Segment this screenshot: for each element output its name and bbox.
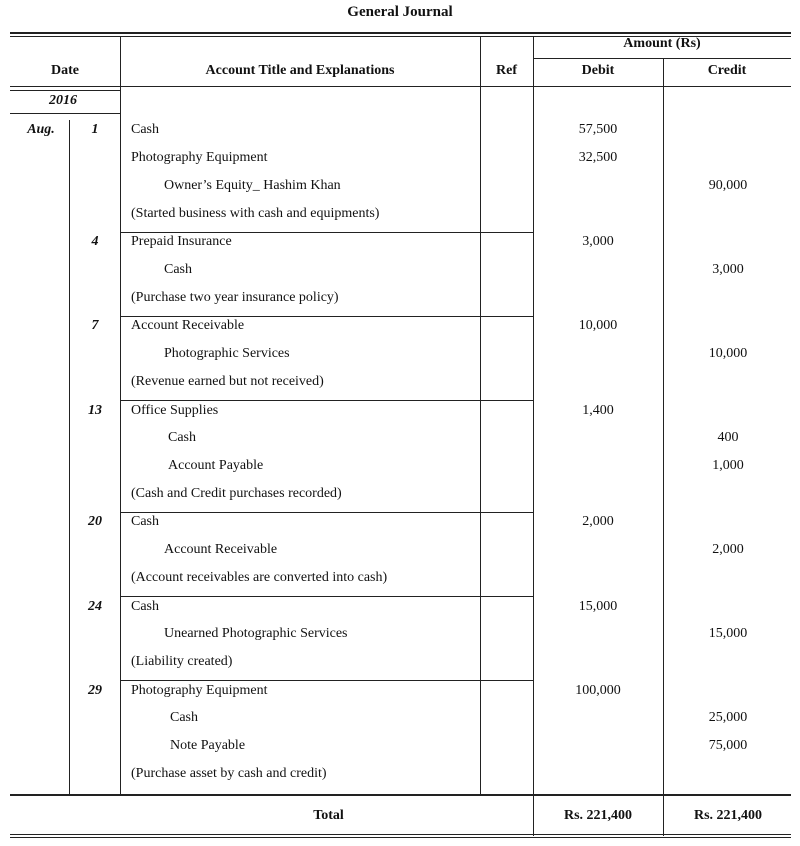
debit-amount: 3,000 — [582, 234, 614, 249]
credit-amount: 3,000 — [712, 262, 744, 277]
year-label: 2016 — [49, 93, 77, 108]
debit-amount: 10,000 — [578, 318, 618, 333]
entry-day: 4 — [91, 234, 99, 249]
top-rule — [10, 32, 791, 34]
entry-day: 24 — [88, 599, 102, 614]
total-rule-bottom-double — [10, 837, 791, 838]
account-line: Cash — [131, 599, 159, 614]
entry-explanation: (Liability created) — [131, 654, 233, 669]
debit-amount: 32,500 — [578, 150, 618, 165]
debit-amount: 2,000 — [582, 514, 614, 529]
entry-day: 13 — [88, 403, 102, 418]
credit-amount: 400 — [717, 430, 739, 445]
debit-amount: 1,400 — [582, 403, 614, 418]
account-line: Photography Equipment — [131, 683, 268, 698]
entry-day: 29 — [88, 683, 102, 698]
month-label: Aug. — [27, 122, 55, 137]
total-credit: Rs. 221,400 — [693, 808, 763, 823]
total-rule-bottom — [10, 834, 791, 835]
entry-day: 7 — [91, 318, 99, 333]
credit-amount: 15,000 — [708, 626, 748, 641]
entry-explanation: (Purchase asset by cash and credit) — [131, 766, 327, 781]
account-line: Account Payable — [168, 458, 264, 473]
account-line: Account Receivable — [131, 318, 245, 333]
header-rule — [10, 86, 791, 87]
credit-amount: 10,000 — [708, 346, 748, 361]
entry-explanation: (Cash and Credit purchases recorded) — [131, 486, 342, 501]
total-label: Total — [313, 808, 344, 823]
header-credit: Credit — [707, 63, 747, 78]
header-account: Account Title and Explanations — [205, 63, 395, 78]
entry-day: 20 — [88, 514, 102, 529]
header-debit: Debit — [581, 63, 615, 78]
debit-amount: 57,500 — [578, 122, 618, 137]
account-line: Photography Equipment — [131, 150, 268, 165]
total-rule-top — [10, 794, 791, 796]
year-rule-top — [10, 90, 120, 91]
entry-separator — [120, 512, 533, 513]
account-line: Cash — [131, 514, 159, 529]
account-line: Office Supplies — [131, 403, 219, 418]
account-line: Cash — [131, 122, 159, 137]
entry-explanation: (Purchase two year insurance policy) — [131, 290, 339, 305]
account-line: Owner’s Equity_ Hashim Khan — [164, 178, 341, 193]
entry-day: 1 — [91, 122, 99, 137]
year-rule-bottom — [10, 113, 120, 114]
journal-table — [10, 32, 791, 837]
total-debit: Rs. 221,400 — [563, 808, 633, 823]
credit-amount: 90,000 — [708, 178, 748, 193]
credit-amount: 1,000 — [712, 458, 744, 473]
journal-title: General Journal — [347, 4, 453, 20]
account-line: Cash — [164, 262, 192, 277]
account-line: Account Receivable — [164, 542, 278, 557]
credit-amount: 2,000 — [712, 542, 744, 557]
account-line: Note Payable — [170, 738, 246, 753]
account-line: Photographic Services — [164, 346, 290, 361]
credit-amount: 25,000 — [708, 710, 748, 725]
account-line: Prepaid Insurance — [131, 234, 232, 249]
entry-separator — [120, 400, 533, 401]
debit-amount: 100,000 — [575, 683, 621, 698]
entry-explanation: (Started business with cash and equipments) — [131, 206, 380, 221]
entry-explanation: (Revenue earned but not received) — [131, 374, 324, 389]
account-line: Cash — [170, 710, 198, 725]
account-line: Unearned Photographic Services — [164, 626, 348, 641]
account-line: Cash — [168, 430, 196, 445]
entry-separator — [120, 680, 533, 681]
entry-separator — [120, 232, 533, 233]
header-date: Date — [51, 63, 79, 78]
entry-explanation: (Account receivables are converted into cash) — [131, 570, 388, 585]
amount-divider — [533, 58, 791, 59]
credit-amount: 75,000 — [708, 738, 748, 753]
debit-amount: 15,000 — [578, 599, 618, 614]
entry-separator — [120, 316, 533, 317]
header-ref: Ref — [496, 63, 517, 78]
entry-separator — [120, 596, 533, 597]
header-amount: Amount (Rs) — [623, 36, 701, 51]
